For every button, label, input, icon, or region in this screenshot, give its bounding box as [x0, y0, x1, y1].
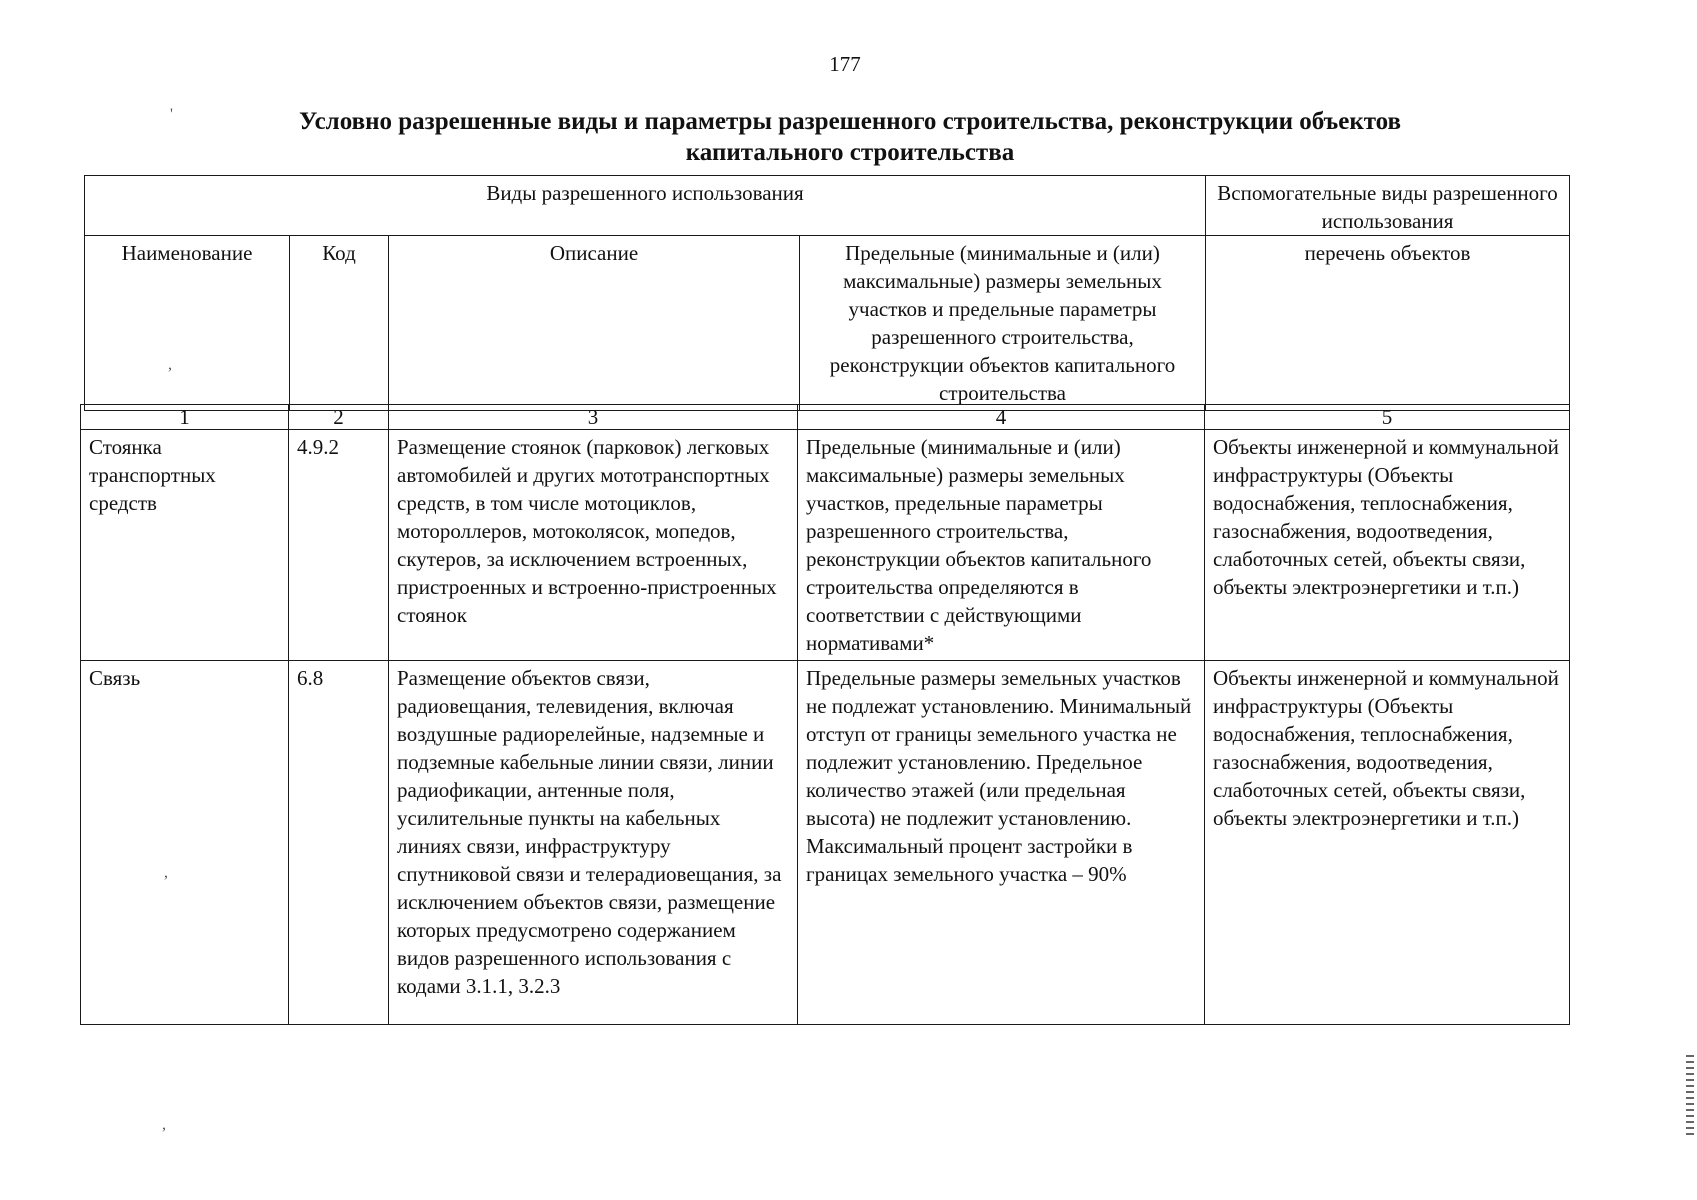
- scan-mark: ': [170, 106, 173, 123]
- cell-code: 6.8: [289, 661, 389, 1025]
- header-col-description: Описание: [389, 236, 800, 411]
- table-body: [80, 404, 1570, 1025]
- scan-mark: ,: [164, 864, 168, 881]
- page-number: 177: [829, 52, 861, 76]
- table-row: [81, 661, 1570, 1025]
- header-col-code: Код: [290, 236, 389, 411]
- cell-params: Предельные (минимальные и (или) максимальные) размеры земельных участков, предельные параметры разрешенного строительства, реконструкции объектов капитального строительства определяются в соответствии с действующими нормативами*: [798, 430, 1205, 661]
- table-header: [84, 175, 1570, 411]
- title-line-1: Условно разрешенные виды и параметры разрешенного строительства, реконструкции объектов: [298, 108, 1402, 135]
- column-number: 5: [1205, 405, 1570, 430]
- column-number: 1: [81, 405, 289, 430]
- cell-code: 4.9.2: [289, 430, 389, 661]
- header-col-params: Предельные (минимальные и (или) максимальные) размеры земельных участков и предельные параметры разрешенного строительства, реконструкции объектов капитального строительства: [800, 236, 1206, 411]
- header-group-aux: Вспомогательные виды разрешенного использования: [1206, 176, 1570, 236]
- column-number: 4: [798, 405, 1205, 430]
- cell-aux: Объекты инженерной и коммунальной инфраструктуры (Объекты водоснабжения, теплоснабжения, газоснабжения, водоотведения, слаботочных сетей, объекты связи, объекты электроэнергетики и т.п.): [1205, 661, 1570, 1025]
- cell-description: Размещение объектов связи, радиовещания, телевидения, включая воздушные радиорелейные, надземные и подземные кабельные линии связи, линии радиофикации, антенные поля, усилительные пункты на кабельных линиях связи, инфраструктуру спутниковой связи и телерадиовещания, за исключением объектов связи, размещение которых предусмотрено содержанием видов разрешенного использования с кодами 3.1.1, 3.2.3: [389, 661, 798, 1025]
- column-number: 3: [389, 405, 798, 430]
- cell-name: Связь: [81, 661, 289, 1025]
- cell-aux: Объекты инженерной и коммунальной инфраструктуры (Объекты водоснабжения, теплоснабжения, газоснабжения, водоотведения, слаботочных сетей, объекты связи, объекты электроэнергетики и т.п.): [1205, 430, 1570, 661]
- cell-description: Размещение стоянок (парковок) легковых автомобилей и других мототранспортных средств, в том числе мотоциклов, мотороллеров, мотоколясок, мопедов, скутеров, за исключением встроенных, пристроенных и встроенно-пристроенных стоянок: [389, 430, 798, 661]
- scan-mark: ,: [168, 356, 172, 373]
- cell-params: Предельные размеры земельных участков не подлежат установлению. Минимальный отступ от границы земельного участка не подлежит установлению. Предельное количество этажей (или предельная высота) не подлежит установлению. Максимальный процент застройки в границах земельного участка – 90%: [798, 661, 1205, 1025]
- scan-edge-mark: [1686, 1055, 1694, 1135]
- column-number: 2: [289, 405, 389, 430]
- column-number-row: [81, 405, 1570, 430]
- document-title: [150, 106, 1550, 168]
- header-col-name: Наименование: [85, 236, 290, 411]
- header-group-main: Виды разрешенного использования: [85, 176, 1206, 236]
- title-line-2: капитального строительства: [685, 139, 1015, 166]
- cell-name: Стоянка транспортных средств: [81, 430, 289, 661]
- header-col-aux: перечень объектов: [1206, 236, 1570, 411]
- table-row: [81, 430, 1570, 661]
- scan-mark: ,: [162, 1116, 166, 1133]
